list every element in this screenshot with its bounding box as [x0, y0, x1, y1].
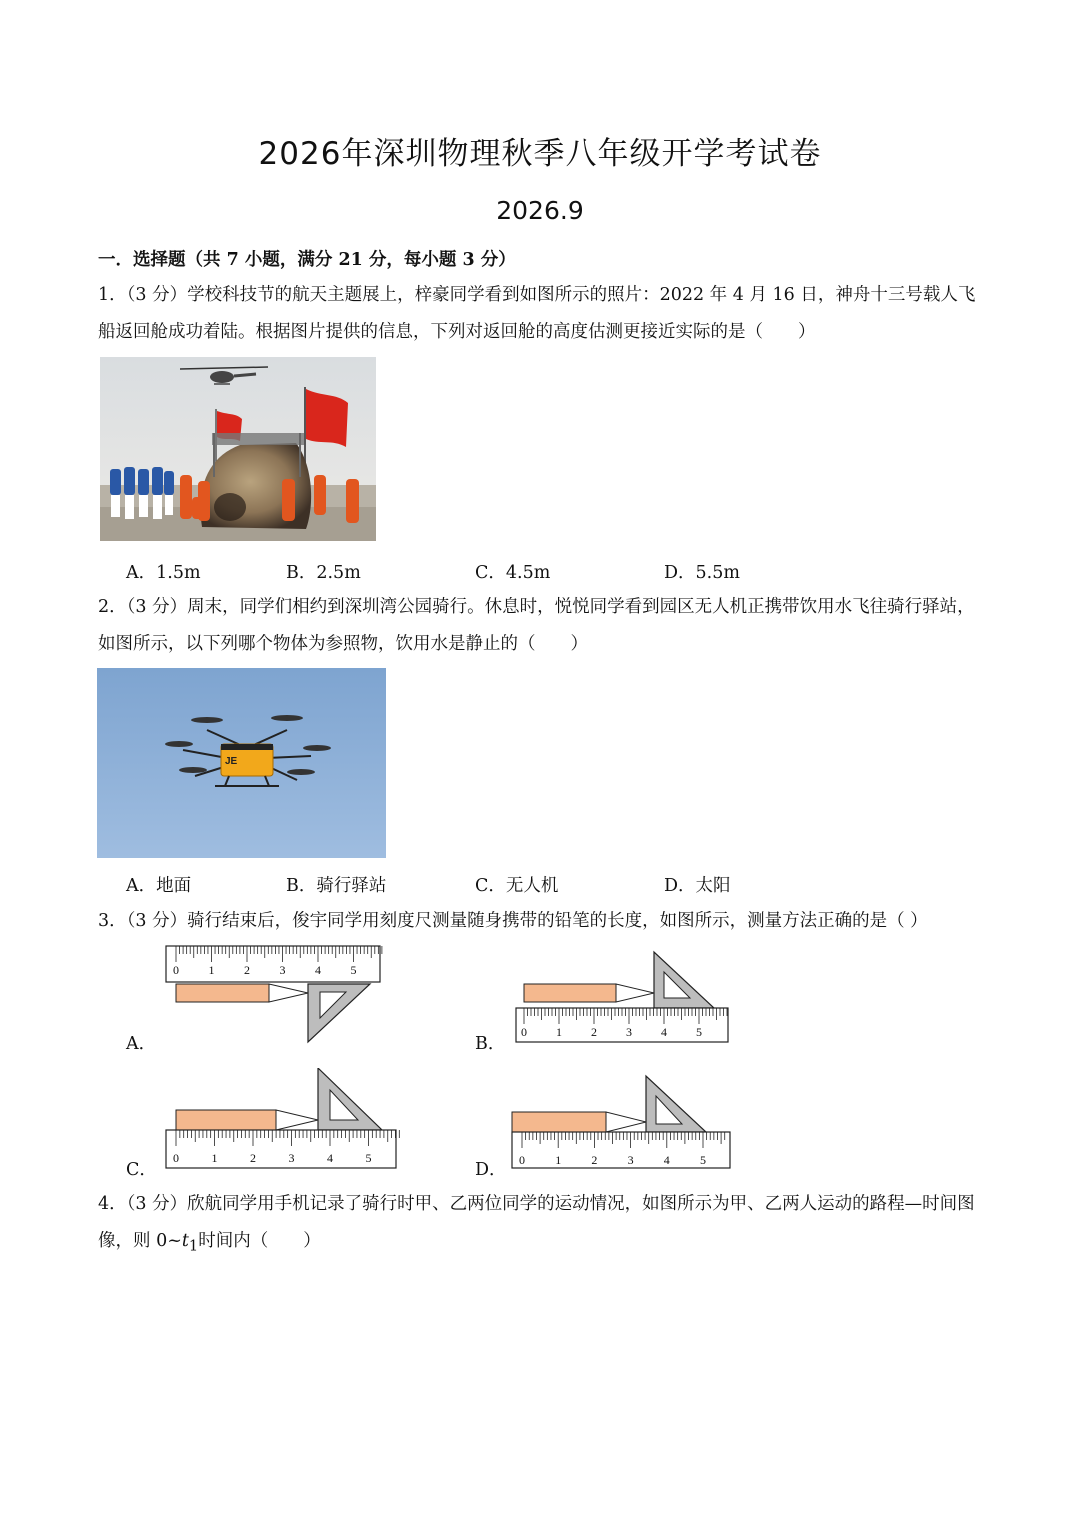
ruler-figure-d: [506, 1074, 734, 1172]
ruler-label: 2: [591, 1025, 597, 1039]
ruler-label: 3: [627, 1153, 634, 1167]
q2-option-d: D．太阳: [664, 876, 731, 896]
question-number: 3．: [98, 911, 127, 931]
question-number: 2．: [98, 597, 127, 617]
question-text: （3 分）欣航同学用手机记录了骑行时甲、乙两位同学的运动情况，如图所示为甲、乙两人运动的路程—时间图像，则 0~: [98, 1194, 975, 1251]
ruler-label: 3: [626, 1025, 632, 1039]
q1-option-a: A．1.5m: [126, 563, 201, 583]
ruler-label: 0: [173, 963, 179, 977]
question-text: （3 分）骑行结束后，俊宇同学用刻度尺测量随身携带的铅笔的长度，如图所示，测量方法正确的是（ ）: [126, 911, 928, 931]
q1-option-b: B．2.5m: [286, 563, 361, 583]
ruler-label: 5: [350, 963, 357, 977]
ruler-label: 4: [327, 1151, 333, 1165]
ruler-label: 4: [661, 1025, 667, 1039]
ruler-label: 5: [696, 1025, 702, 1039]
question-4: [98, 1186, 986, 1265]
q3-option-c: C．: [126, 1160, 157, 1180]
question-2: [98, 589, 986, 663]
ruler-figure-a: [160, 944, 390, 1046]
q1-option-c: C．4.5m: [475, 563, 551, 583]
section-heading: 一．选择题（共 7 小题，满分 21 分，每小题 3 分）: [98, 250, 516, 270]
question-text: （3 分）学校科技节的航天主题展上，梓豪同学看到如图所示的照片：2022 年 4 月 16 日，神舟十三号载人飞船返回舱成功着陆。根据图片提供的信息，下列对返回舱的高度估测更接近实际的是（ ）: [98, 285, 976, 342]
question-3: [98, 903, 986, 940]
exam-date: 2026.9: [496, 196, 584, 225]
ruler-label: 2: [250, 1151, 256, 1165]
page-title: 2026年深圳物理秋季八年级开学考试卷: [258, 136, 822, 172]
q3-option-b: B．: [475, 1034, 506, 1054]
drone-photo: [97, 668, 386, 858]
question-text: （3 分）周末，同学们相约到深圳湾公园骑行。休息时，悦悦同学看到园区无人机正携带饮用水飞往骑行驿站，如图所示，以下列哪个物体为参照物，饮用水是静止的（ ）: [98, 597, 975, 654]
question-text-end: 时间内（ ）: [198, 1231, 321, 1251]
ruler-label: 3: [288, 1151, 295, 1165]
ruler-figure-c: [160, 1068, 400, 1172]
ruler-label: 4: [663, 1153, 670, 1167]
q2-option-b: B．骑行驿站: [286, 876, 387, 896]
ruler-label: 1: [556, 1025, 562, 1039]
ruler-label: 5: [365, 1151, 372, 1165]
q2-option-c: C．无人机: [475, 876, 559, 896]
ruler-label: 0: [519, 1153, 525, 1167]
drone-label: JE: [225, 756, 238, 767]
ruler-label: 4: [315, 963, 321, 977]
q3-option-d: D．: [475, 1160, 507, 1180]
q3-option-a: A．: [126, 1034, 157, 1054]
ruler-label: 0: [521, 1025, 527, 1039]
ruler-label: 1: [208, 963, 215, 977]
ruler-label: 2: [244, 963, 250, 977]
question-1: [98, 277, 986, 351]
ruler-label: 3: [279, 963, 286, 977]
question-number: 1．: [98, 285, 127, 305]
ruler-label: 0: [173, 1151, 179, 1165]
ruler-label: 2: [591, 1153, 598, 1167]
math-subscript: 1: [188, 1237, 199, 1255]
capsule-landing-photo: [100, 357, 376, 541]
math-variable: t: [181, 1231, 189, 1251]
ruler-label: 5: [700, 1153, 706, 1167]
q1-option-d: D．5.5m: [664, 563, 740, 583]
question-number: 4．: [98, 1194, 127, 1214]
ruler-label: 1: [555, 1153, 562, 1167]
ruler-label: 1: [211, 1151, 218, 1165]
q2-option-a: A．地面: [126, 876, 192, 896]
ruler-figure-b: [510, 948, 732, 1044]
